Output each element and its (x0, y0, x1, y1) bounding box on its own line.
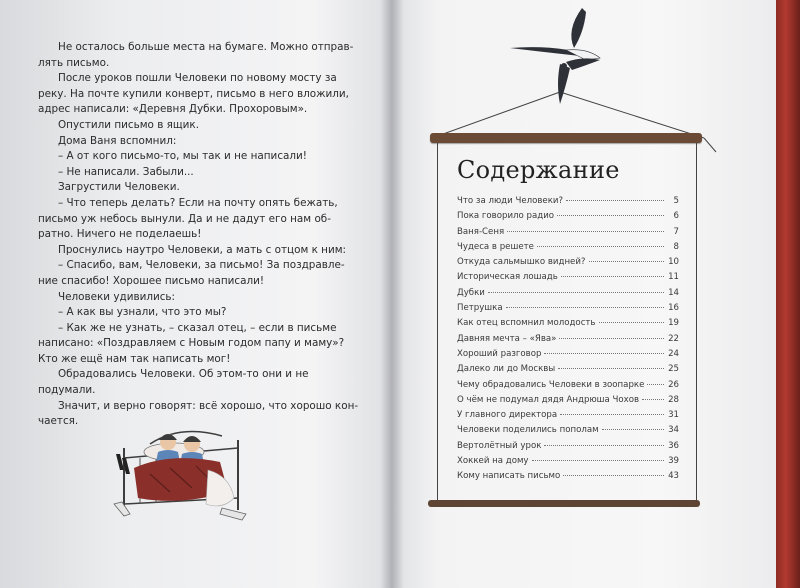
toc-item[interactable] (457, 227, 679, 242)
toc-item-title: Историческая лошадь (457, 272, 558, 283)
story-line: Обрадовались Человеки. Об этом-то они и не подумали. (38, 368, 309, 397)
scroll-top-rod (430, 133, 702, 143)
toc-item-leader (488, 292, 664, 293)
story-line: Не осталось больше места на бумаге. Можно отправ- (58, 41, 354, 53)
toc-item-title: Далеко ли до Москвы (457, 364, 556, 375)
story-line: – А как вы узнали, что это мы? (58, 306, 227, 319)
toc-item[interactable] (457, 272, 679, 287)
toc-item-leader (537, 246, 664, 247)
toc-item-leader (589, 261, 665, 262)
toc-item-title: Чему обрадовались Человеки в зоопарке (457, 379, 645, 390)
story-line: чается. (38, 415, 79, 428)
toc-item-title: Давняя мечта – «Ява» (457, 333, 557, 344)
toc-item[interactable] (457, 410, 679, 425)
toc-item[interactable] (457, 211, 679, 226)
story-line: Загрустили Человеки. (58, 181, 180, 194)
toc-item-title: Хороший разговор (457, 348, 542, 359)
toc-item-page: 24 (668, 348, 679, 359)
toc-item-page: 11 (668, 272, 679, 283)
toc-item-leader (506, 307, 664, 308)
toc-item-leader (507, 231, 664, 232)
toc-item-title: Откуда сальмышко видней? (457, 257, 586, 268)
toc-item-title: Петрушка (457, 303, 503, 314)
toc-item-title: Человеки поделились пополам (457, 425, 599, 436)
story-line: ние спасибо! Хорошее письмо написали! (38, 274, 265, 287)
toc-item[interactable] (457, 456, 679, 471)
toc-item-leader (544, 445, 664, 446)
scroll-bottom-rod (428, 500, 700, 507)
toc-item-leader (566, 200, 664, 201)
toc-item-leader (602, 429, 664, 430)
toc-item-title: Дубки (457, 287, 485, 298)
story-line: Дома Ваня вспомнил: (58, 134, 177, 147)
toc-item-page: 10 (668, 257, 679, 268)
toc-item-page: 43 (668, 471, 679, 482)
toc-item-leader (599, 322, 665, 323)
toc-item-leader (544, 353, 664, 354)
toc-item-leader (563, 475, 664, 476)
story-line: Проснулись наутро Человеки, а мать с отцом к ним: (58, 243, 347, 256)
story-line: – Спасибо, вам, Человеки, за письмо! За поздравле- (58, 259, 345, 272)
story-line: написано: «Поздравляем с Новым годом папу и маму»? (38, 337, 345, 350)
toc-item-page: 34 (668, 425, 679, 436)
toc-item[interactable] (457, 242, 679, 257)
toc-item-page: 19 (668, 318, 679, 329)
story-line: – Как же не узнать, – сказал отец, – если в письме (58, 321, 337, 334)
toc-item-page: 6 (673, 211, 679, 222)
toc-item-title: Вертолётный урок (457, 440, 542, 451)
toc-item[interactable] (457, 425, 679, 440)
toc-item-title: О чём не подумал дядя Андрюша Чохов (457, 394, 640, 405)
toc-item-leader (560, 414, 664, 415)
toc-item-page: 28 (668, 394, 679, 405)
toc-title: Содержание (457, 156, 620, 184)
story-line: Человеки удивились: (58, 290, 176, 303)
toc-item-page: 7 (673, 226, 679, 237)
story-line: – Не написали. Забыли... (58, 165, 194, 178)
story-line: реку. На почте купили конверт, письмо в него вложили, (38, 87, 349, 100)
toc-item[interactable] (457, 288, 679, 303)
toc-item-leader (558, 368, 664, 369)
toc-item-title: Что за люди Человеки? (457, 196, 564, 206)
story-line: – Что теперь делать? Если на почту опять бежать, (58, 196, 338, 209)
toc-item-leader (642, 399, 664, 400)
toc-item[interactable] (457, 318, 679, 333)
toc-item-page: 5 (673, 196, 679, 206)
toc-item-title: У главного директора (457, 410, 558, 421)
toc-item[interactable] (457, 196, 679, 211)
toc-item-page: 36 (668, 440, 679, 451)
toc-item-page: 8 (673, 241, 679, 252)
story-line: ратно. Ничего не поделаешь! (38, 228, 202, 241)
toc-item[interactable] (457, 395, 679, 410)
toc-item-leader (561, 276, 664, 277)
toc-item-leader (559, 338, 664, 339)
story-line: – А от кого письмо-то, мы так и не написали! (58, 150, 307, 163)
toc-item[interactable] (457, 257, 679, 272)
toc-item-page: 39 (668, 456, 679, 467)
toc-item-leader (532, 460, 664, 461)
toc-item-page: 16 (668, 303, 679, 314)
toc-item-page: 14 (668, 287, 679, 298)
story-line: лять письмо. (38, 56, 110, 69)
story-line: адрес написали: «Деревня Дубки. Прохоровым». (38, 103, 308, 116)
toc-item-page: 22 (668, 333, 679, 344)
toc-item-title: Как отец вспомнил молодость (457, 318, 596, 329)
toc-item[interactable] (457, 364, 679, 379)
toc-item-title: Хоккей на дому (457, 456, 529, 467)
story-line: Кто же ещё нам так написать мог! (38, 352, 231, 365)
toc-item-leader (557, 215, 664, 216)
story-line: Значит, и верно говорят: всё хорошо, что хорошо кон- (58, 399, 359, 412)
toc-item-leader (647, 384, 664, 385)
toc-item[interactable] (457, 349, 679, 364)
story-line: После уроков пошли Человеки по новому мосту за (58, 72, 337, 85)
toc-item-page: 26 (668, 379, 679, 390)
toc-item-title: Кому написать письмо (457, 471, 561, 482)
toc-item-title: Чудеса в решете (457, 241, 534, 252)
story-line: Опустили письмо в ящик. (58, 118, 200, 131)
toc-item[interactable] (457, 380, 679, 395)
toc-item-page: 25 (668, 364, 679, 375)
toc-item[interactable] (457, 334, 679, 349)
toc-list (457, 196, 679, 487)
toc-item-title: Ваня-Сеня (457, 226, 505, 237)
toc-item-title: Пока говорило радио (457, 211, 555, 222)
story-line: письмо уж небось вынули. Да и не дадут его нам об- (38, 212, 331, 225)
toc-item[interactable] (457, 303, 679, 318)
toc-item[interactable] (457, 441, 679, 456)
toc-item-page: 31 (668, 410, 679, 421)
toc-item[interactable] (457, 471, 679, 486)
